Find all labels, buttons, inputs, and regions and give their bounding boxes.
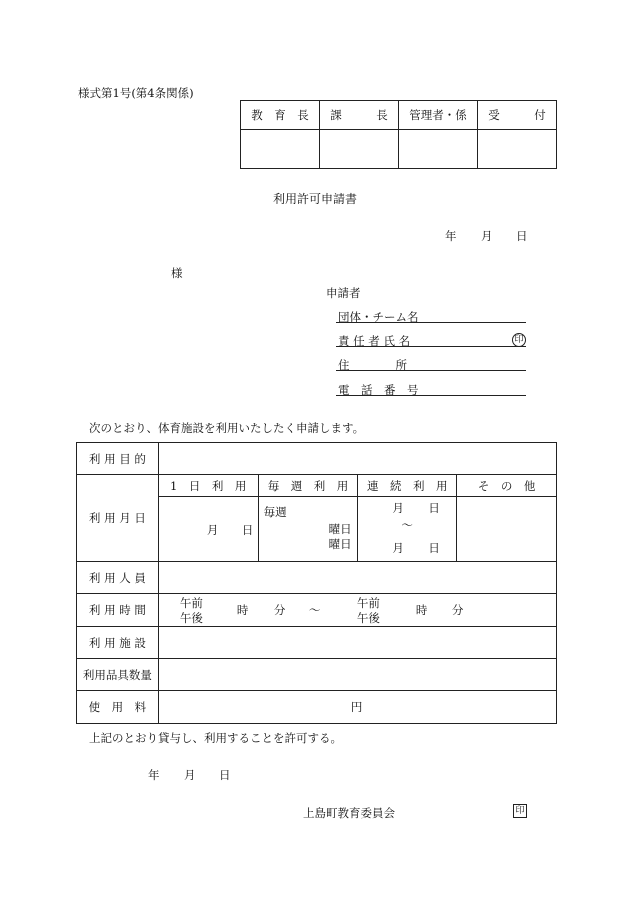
weekly-prefix: 毎週 bbox=[263, 505, 287, 519]
approval-header-manager: 管理者・係 bbox=[399, 101, 478, 130]
start-pm-label: 午後 bbox=[179, 611, 203, 625]
approval-header-section-chief: 課 長 bbox=[320, 101, 399, 130]
purpose-field[interactable] bbox=[158, 443, 556, 475]
usage-type-other: そ の 他 bbox=[457, 475, 557, 497]
weekly-day1-label: 曜日 bbox=[328, 522, 352, 536]
approval-header-superintendent: 教 育 長 bbox=[241, 101, 320, 130]
purpose-label: 利 用 目 的 bbox=[77, 443, 159, 475]
single-day-field[interactable] bbox=[158, 497, 258, 562]
fee-label: 使 用 料 bbox=[77, 691, 159, 724]
applicant-heading: 申請者 bbox=[326, 286, 361, 300]
application-table bbox=[76, 442, 557, 724]
end-hour-label: 時 bbox=[415, 603, 428, 617]
start-hour-label: 時 bbox=[236, 603, 249, 617]
weekly-day2-label: 曜日 bbox=[328, 537, 352, 551]
time-range-wave: 〜 bbox=[308, 603, 321, 617]
start-minute-label: 分 bbox=[273, 603, 286, 617]
consec-month1-label: 月 bbox=[392, 501, 404, 515]
other-field[interactable] bbox=[457, 497, 557, 562]
seal-icon: 印 bbox=[512, 333, 526, 347]
approval-text: 上記のとおり貸与し、利用することを許可する。 bbox=[89, 731, 342, 745]
approval-stamp-cell[interactable] bbox=[478, 130, 557, 169]
usage-type-weekly: 毎 週 利 用 bbox=[258, 475, 358, 497]
time-label: 利 用 時 間 bbox=[77, 594, 159, 627]
end-am-label: 午前 bbox=[356, 596, 380, 610]
approval-stamp-cell[interactable] bbox=[399, 130, 478, 169]
equipment-field[interactable] bbox=[158, 659, 556, 691]
approval-date-year-label: 年 bbox=[148, 768, 160, 782]
representative-name-label: 責 任 者 氏 名 bbox=[338, 334, 411, 348]
consec-month2-label: 月 bbox=[392, 541, 404, 555]
fee-field[interactable] bbox=[158, 691, 556, 724]
intro-text: 次のとおり、体育施設を利用いたしたく申請します。 bbox=[89, 421, 365, 435]
phone-field[interactable] bbox=[336, 395, 526, 396]
address-label: 住 所 bbox=[338, 358, 407, 372]
end-pm-label: 午後 bbox=[356, 611, 380, 625]
form-number: 様式第1号(第4条関係) bbox=[78, 86, 194, 100]
date-label: 利 用 月 日 bbox=[77, 475, 159, 562]
fee-unit-label: 円 bbox=[350, 700, 363, 714]
phone-label: 電 話 番 号 bbox=[338, 383, 419, 397]
page-title: 利用許可申請書 bbox=[273, 192, 358, 206]
team-name-label: 団体・チーム名 bbox=[338, 310, 419, 324]
approval-stamp-cell[interactable] bbox=[241, 130, 320, 169]
time-field[interactable] bbox=[158, 594, 556, 627]
date-year-label: 年 bbox=[445, 229, 457, 243]
weekly-field[interactable] bbox=[258, 497, 358, 562]
representative-name-field[interactable] bbox=[336, 346, 526, 347]
date-day-label: 日 bbox=[516, 229, 528, 243]
consec-day2-label: 日 bbox=[428, 541, 440, 555]
consec-tilde: 〜 bbox=[401, 518, 413, 532]
consec-day1-label: 日 bbox=[428, 501, 440, 515]
facility-field[interactable] bbox=[158, 627, 556, 659]
end-minute-label: 分 bbox=[451, 603, 464, 617]
approval-stamp-cell[interactable] bbox=[320, 130, 399, 169]
approval-box bbox=[240, 100, 557, 169]
approval-header-reception: 受 付 bbox=[478, 101, 557, 130]
facility-label: 利 用 施 設 bbox=[77, 627, 159, 659]
single-month-label: 月 bbox=[206, 523, 219, 537]
single-day-label: 日 bbox=[241, 523, 254, 537]
approval-date-day-label: 日 bbox=[219, 768, 231, 782]
usage-type-single: 1 日 利 用 bbox=[158, 475, 258, 497]
start-am-label: 午前 bbox=[179, 596, 203, 610]
seal-icon: 印 bbox=[513, 804, 527, 818]
people-field[interactable] bbox=[158, 562, 556, 594]
addressee-suffix: 様 bbox=[171, 266, 183, 280]
issuer-name: 上島町教育委員会 bbox=[303, 806, 395, 820]
date-month-label: 月 bbox=[481, 229, 493, 243]
address-field[interactable] bbox=[336, 370, 526, 371]
consecutive-field[interactable] bbox=[358, 497, 457, 562]
equipment-label: 利用品具数量 bbox=[77, 659, 159, 691]
approval-date-month-label: 月 bbox=[184, 768, 196, 782]
people-label: 利 用 人 員 bbox=[77, 562, 159, 594]
team-name-field[interactable] bbox=[336, 322, 526, 323]
usage-type-consecutive: 連 続 利 用 bbox=[358, 475, 457, 497]
